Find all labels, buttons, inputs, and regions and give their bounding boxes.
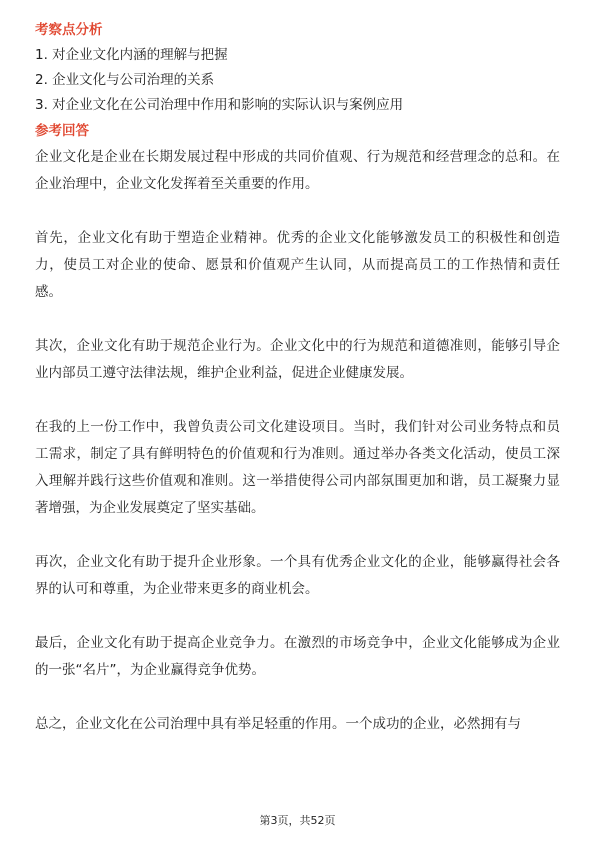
- reference-paragraph-2: 首先，企业文化有助于塑造企业精神。优秀的企业文化能够激发员工的积极性和创造力，使员工对企业的使命、愿景和价值观产生认同，从而提高员工的工作热情和责任感。: [35, 230, 560, 300]
- reference-paragraph-6: 最后，企业文化有助于提高企业竞争力。在激烈的市场竞争中，企业文化能够成为企业的一张“名片”，为企业赢得竞争优势。: [35, 635, 560, 678]
- analysis-item-2: 2. 企业文化与公司治理的关系: [35, 72, 215, 88]
- reference-paragraph-5: 再次，企业文化有助于提升企业形象。一个具有优秀企业文化的企业，能够赢得社会各界的认可和尊重，为企业带来更多的商业机会。: [35, 554, 560, 597]
- reference-heading: 参考回答: [35, 123, 89, 139]
- page-content: [35, 21, 560, 738]
- reference-paragraph-1: 企业文化是企业在长期发展过程中形成的共同价值观、行为规范和经营理念的总和。在企业治理中，企业文化发挥着至关重要的作用。: [35, 149, 560, 192]
- analysis-item-3: 3. 对企业文化在公司治理中作用和影响的实际认识与案例应用: [35, 97, 404, 113]
- analysis-list: [35, 43, 560, 118]
- reference-paragraph-7: 总之，企业文化在公司治理中具有举足轻重的作用。一个成功的企业，必然拥有与: [35, 716, 521, 732]
- analysis-heading: 考察点分析: [35, 22, 103, 38]
- analysis-item-1: 1. 对企业文化内涵的理解与把握: [35, 47, 228, 63]
- page-number: 第3页，共52页: [259, 814, 336, 827]
- reference-paragraph-4: 在我的上一份工作中，我曾负责公司文化建设项目。当时，我们针对公司业务特点和员工需求，制定了具有鲜明特色的价值观和行为准则。通过举办各类文化活动，使员工深入理解并践行这些价值观和准则。这一举措使得公司内部氛围更加和谐，员工凝聚力显著增强，为企业发展奠定了坚实基础。: [35, 419, 560, 516]
- reference-paragraph-3: 其次，企业文化有助于规范企业行为。企业文化中的行为规范和道德准则，能够引导企业内部员工遵守法律法规，维护企业利益，促进企业健康发展。: [35, 338, 560, 381]
